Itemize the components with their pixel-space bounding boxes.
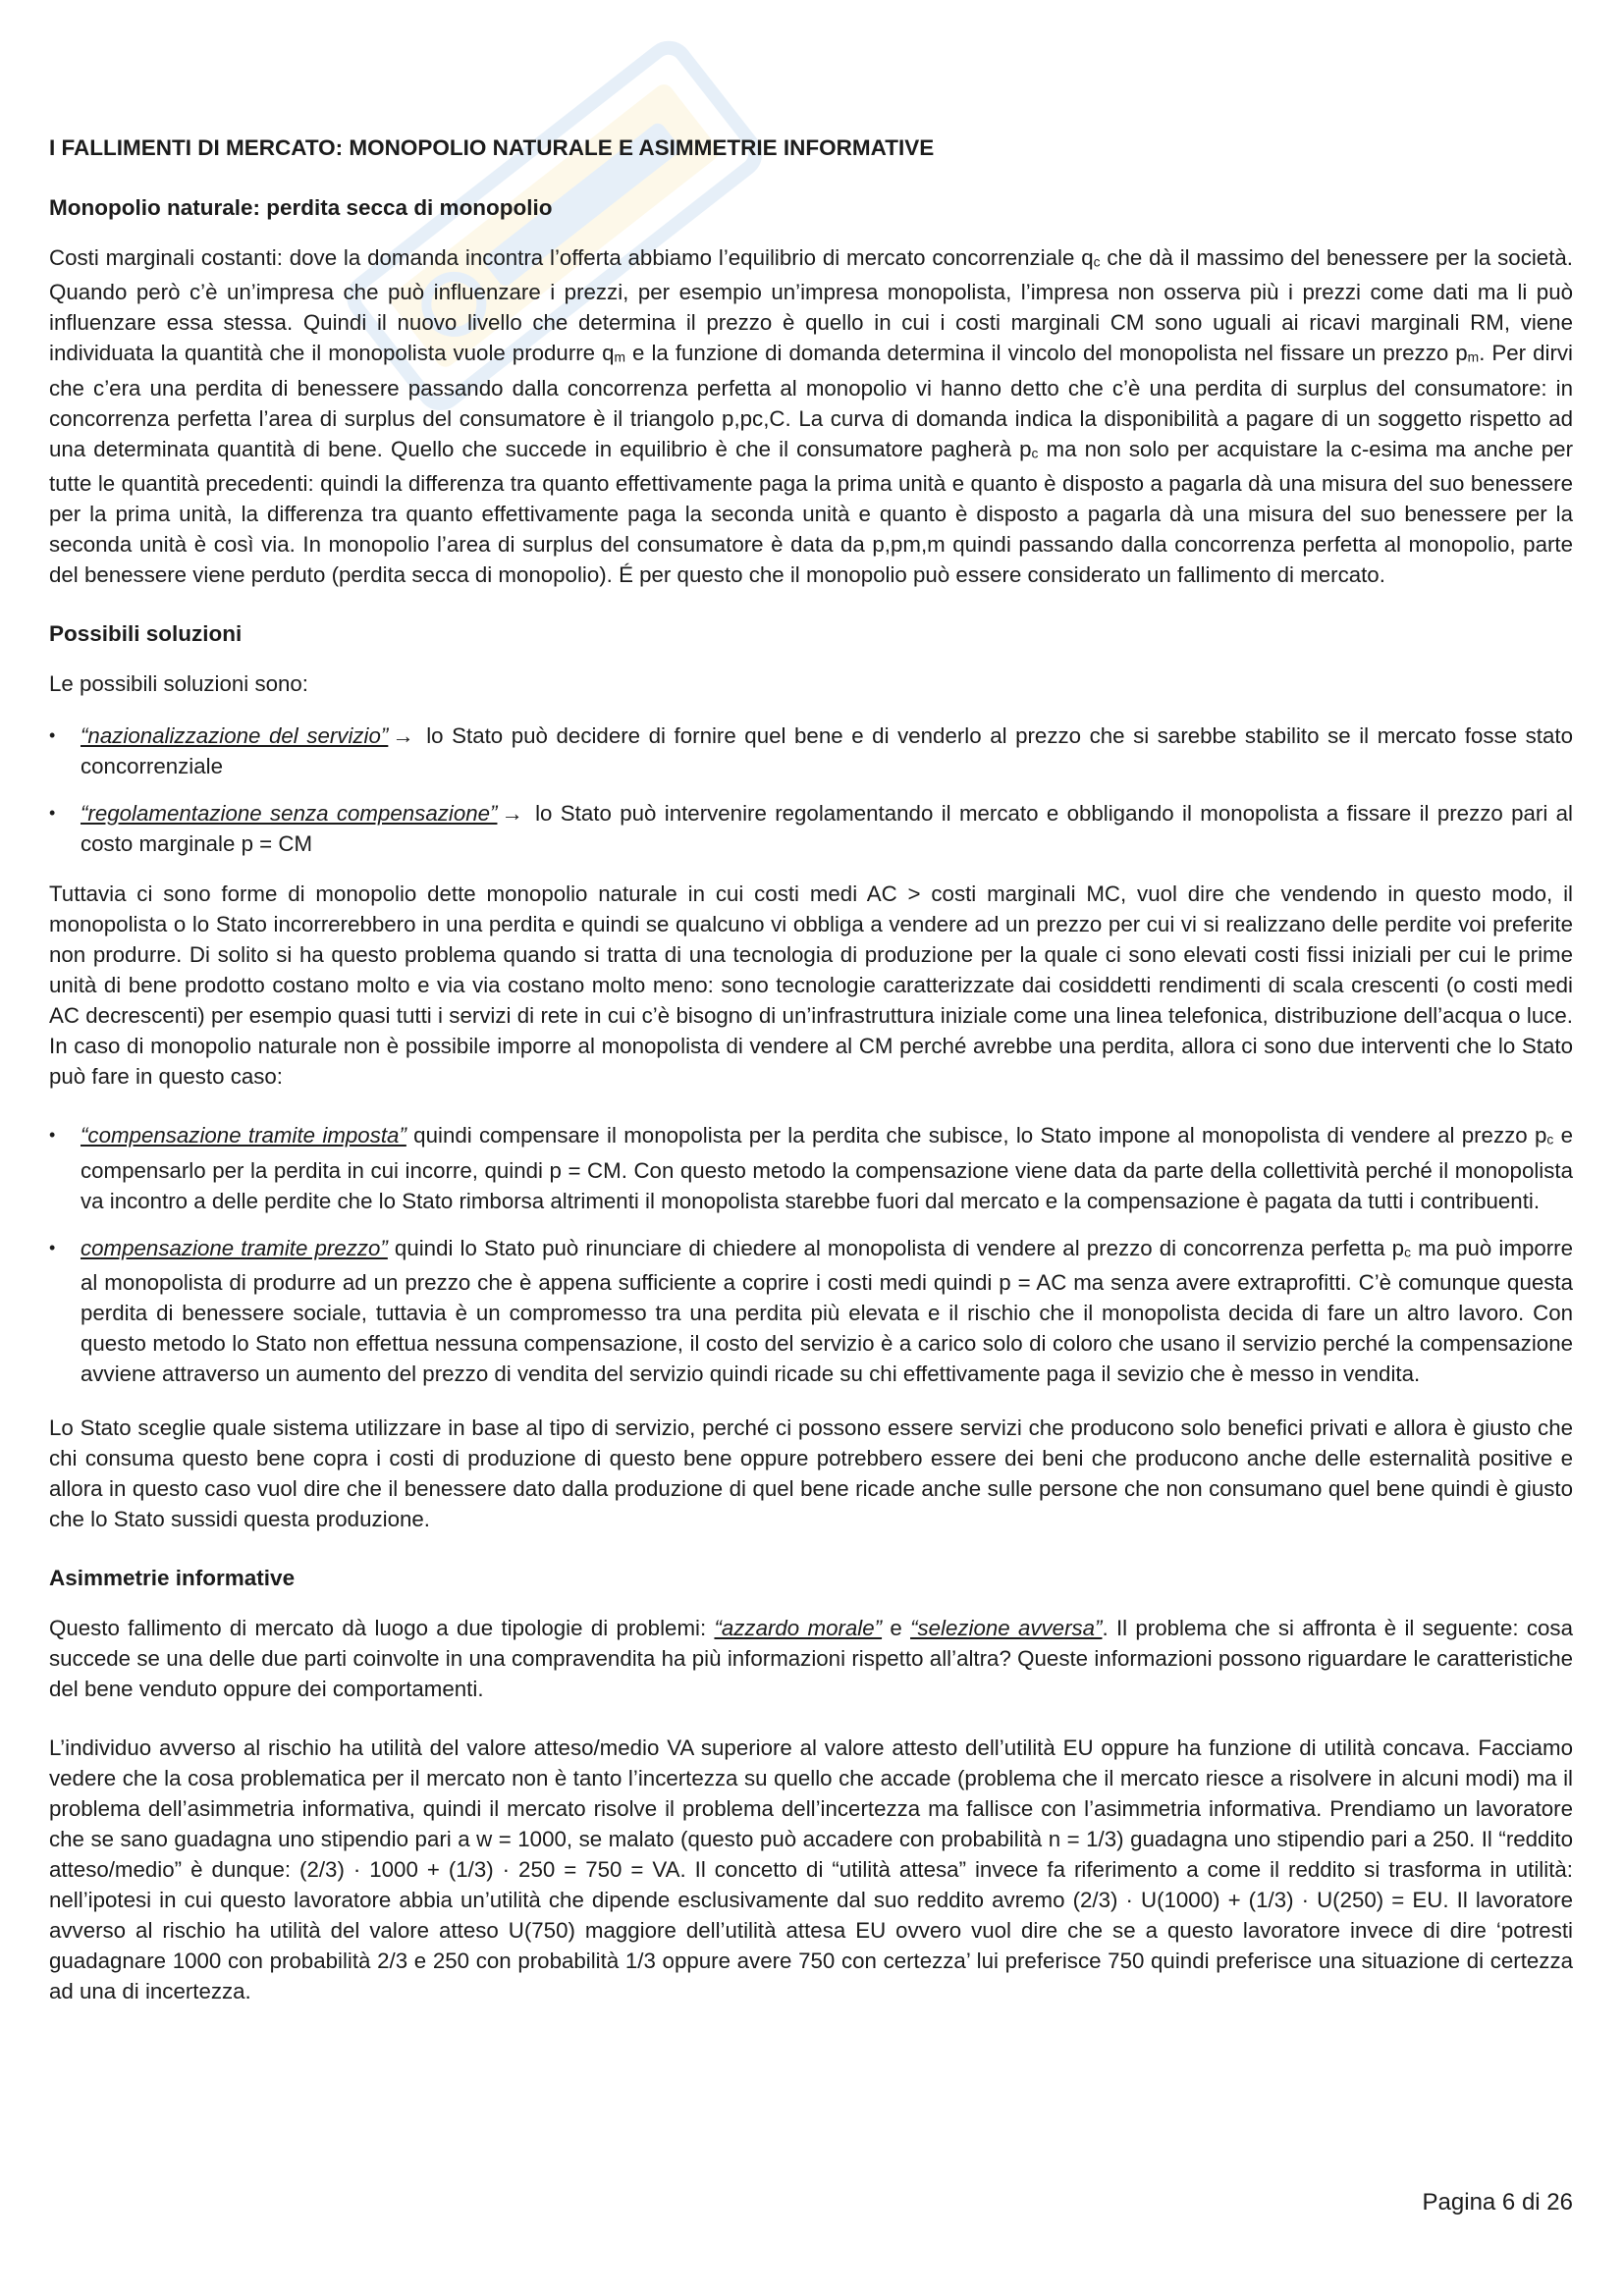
- paragraph-costi-marginali: Costi marginali costanti: dove la domanda incontra l’offerta abbiamo l’equilibrio di mercato concorrenziale qc che dà il massimo del benessere per la società. Quando però c’è un’impresa che può influenzare i prezzi, per esempio un’impresa monopolista, l’impresa non osserva più i prezzi come dati ma li può influenzare essa stessa. Quindi il nuovo livello che determina il prezzo è quello in cui i costi marginali CM sono uguali ai ricavi marginali RM, viene individuata la quantità che il monopolista vuole produrre qm e la funzione di domanda determina il vincolo del monopolista nel fissare un prezzo pm. Per dirvi che c’era una perdita di benessere passando dalla concorrenza perfetta al monopolio vi hanno detto che c’è una perdita di surplus del consumatore: in concorrenza perfetta l’area di surplus del consumatore è il triangolo p,pc,C. La curva di domanda indica la disponibilità a pagare di un soggetto rispetto ad una determinata quantità di bene. Quello che succede in equilibrio è che il consumatore pagherà pc ma non solo per acquistare la c-esima ma anche per tutte le quantità precedenti: quindi la differenza tra quanto effettivamente paga la prima unità e quanto è disposto a pagarla dà una misura del suo benessere per la prima unità, la differenza tra quanto effettivamente paga la seconda unità e quanto è disposto a pagarla dà una misura del suo benessere per la seconda unità è così via. In monopolio l’area di surplus del consumatore è data da p,pm,m quindi passando dalla concorrenza perfetta al monopolio, parte del benessere viene perduto (perdita secca di monopolio). É per questo che il monopolio può essere considerato un fallimento di mercato.: [49, 245, 1573, 588]
- paragraph-intro-soluzioni: Le possibili soluzioni sono:: [49, 671, 309, 697]
- section-heading-asimmetrie: Asimmetrie informative: [49, 1565, 296, 1590]
- document-page: [49, 133, 1573, 2035]
- section-heading-possibili-soluzioni: Possibili soluzioni: [49, 621, 243, 647]
- list-item: • “compensazione tramite imposta” quindi compensare il monopolista per la perdita che subisce, lo Stato impone al monopolista di vendere al prezzo pc e compensarlo per la perdita in cui incorre, quindi p = CM. Con questo metodo la compensazione viene data da parte della collettività perché il monopolista va incontro a delle perdite che lo Stato rimborsa altrimenti il monopolista starebbe fuori dal mercato e la compensazione è pagata da tutti i contribuenti.: [49, 1123, 1573, 1213]
- document-title: I FALLIMENTI DI MERCATO: MONOPOLIO NATURALE E ASIMMETRIE INFORMATIVE: [49, 135, 935, 160]
- section-heading-monopolio-naturale: Monopolio naturale: perdita secca di monopolio: [49, 195, 553, 220]
- list-item: • “nazionalizzazione del servizio” → lo Stato può decidere di fornire quel bene e di venderlo al prezzo che si sarebbe stabilito se il mercato fosse stato concorrenziale: [49, 723, 1573, 779]
- list-item: • compensazione tramite prezzo” quindi lo Stato può rinunciare di chiedere al monopolista di vendere al prezzo di concorrenza perfetta pc ma può imporre al monopolista di produrre ad un prezzo che è appena sufficiente a coprire i costi medi quindi p = AC ma senza avere extraprofitti. C’è comunque questa perdita di benessere sociale, tuttavia è un compromesso tra una perdita più elevata e il rischio che il monopolista decida di fare un altro lavoro. Con questo metodo lo Stato non effettua nessuna compensazione, il costo del servizio è a carico solo di coloro che usano il servizio perché la compensazione avviene attraverso un aumento del prezzo di vendita del servizio quindi ricade su chi effettivamente paga il sevizio che è messo in vendita.: [49, 1235, 1573, 1386]
- paragraph-asimmetrie-intro: Questo fallimento di mercato dà luogo a due tipologie di problemi: “azzardo morale” e “selezione avversa”. Il problema che si affronta è il seguente: cosa succede se una delle due parti coinvolte in una compravendita ha più informazioni rispetto all’altra? Queste informazioni possono riguardare le caratteristiche del bene venduto oppure dei comportamenti.: [49, 1615, 1573, 1701]
- solutions-list: [49, 721, 1573, 859]
- arrow-right-icon: →: [392, 723, 414, 749]
- compensation-list: [49, 1120, 1573, 1389]
- paragraph-scelta-sistema: Lo Stato sceglie quale sistema utilizzare in base al tipo di servizio, perché ci possono essere servizi che producono solo benefici privati e allora è giusto che chi consuma questo bene copra i costi di produzione di questo bene oppure potrebbero essere dei beni che producono anche delle esternalità positive e allora in questo caso vuol dire che il benessere dato dalla produzione di quel bene ricade anche sulle persone che non consumano quel bene quindi è giusto che lo Stato sussidi questa produzione.: [49, 1415, 1573, 1531]
- paragraph-avverso-rischio: L’individuo avverso al rischio ha utilità del valore atteso/medio VA superiore al valore attesto dell’utilità EU oppure ha funzione di utilità concava. Facciamo vedere che la cosa problematica per il mercato non è tanto l’incertezza su quello che accade (problema che il mercato riesce a risolvere in alcuni modi) ma il problema dell’asimmetria informativa, quindi il mercato risolve il problema dell’incertezza ma fallisce con l’asimmetria informativa. Prendiamo un lavoratore che se sano guadagna uno stipendio pari a w = 1000, se malato (questo può accadere con probabilità n = 1/3) guadagna uno stipendio pari a 250. Il “reddito atteso/medio” è dunque: (2/3) · 1000 + (1/3) · 250 = 750 = VA. Il concetto di “utilità attesa” invece fa riferimento a come il reddito si trasforma in utilità: nell’ipotesi in cui questo lavoratore abbia un’utilità che dipende esclusivamente dal suo reddito avremo (2/3) · U(1000) + (1/3) · U(250) = EU. Il lavoratore avverso al rischio ha utilità del valore atteso U(750) maggiore dell’utilità attesa EU ovvero vuol dire che se a questo lavoratore invece di dire ‘potresti guadagnare 1000 con probabilità 2/3 e 250 con probabilità 1/3 oppure avere 750 con certezza’ lui preferisce 750 quindi preferisce una situazione di certezza ad una di incertezza.: [49, 1735, 1573, 2003]
- list-item: • “regolamentazione senza compensazione” → lo Stato può intervenire regolamentando il mercato e obbligando il monopolista a fissare il prezzo pari al costo marginale p = CM: [49, 801, 1573, 857]
- arrow-right-icon: →: [501, 801, 523, 827]
- page-number: Pagina 6 di 26: [1422, 2189, 1573, 2216]
- paragraph-monopolio-naturale: Tuttavia ci sono forme di monopolio dette monopolio naturale in cui costi medi AC > costi marginali MC, vuol dire che vendendo in questo modo, il monopolista o lo Stato incorrerebbero in una perdita e quindi se qualcuno vi obbliga a vendere ad un prezzo per cui vi si realizzano delle perdite voi preferite non produrre. Di solito si ha questo problema quando si tratta di una tecnologia di produzione per la quale ci sono elevati costi fissi iniziali per cui le prime unità di bene prodotto costano molto e via via costano molto meno: sono tecnologie caratterizzate dai cosiddetti rendimenti di scala crescenti (o costi medi AC decrescenti) per esempio quasi tutti i servizi di rete in cui c’è bisogno di un’infrastruttura iniziale come una linea telefonica, distribuzione dell’acqua o luce. In caso di monopolio naturale non è possibile imporre al monopolista di vendere al CM perché avrebbe una perdita, allora ci sono due interventi che lo Stato può fare in questo caso:: [49, 881, 1573, 1090]
